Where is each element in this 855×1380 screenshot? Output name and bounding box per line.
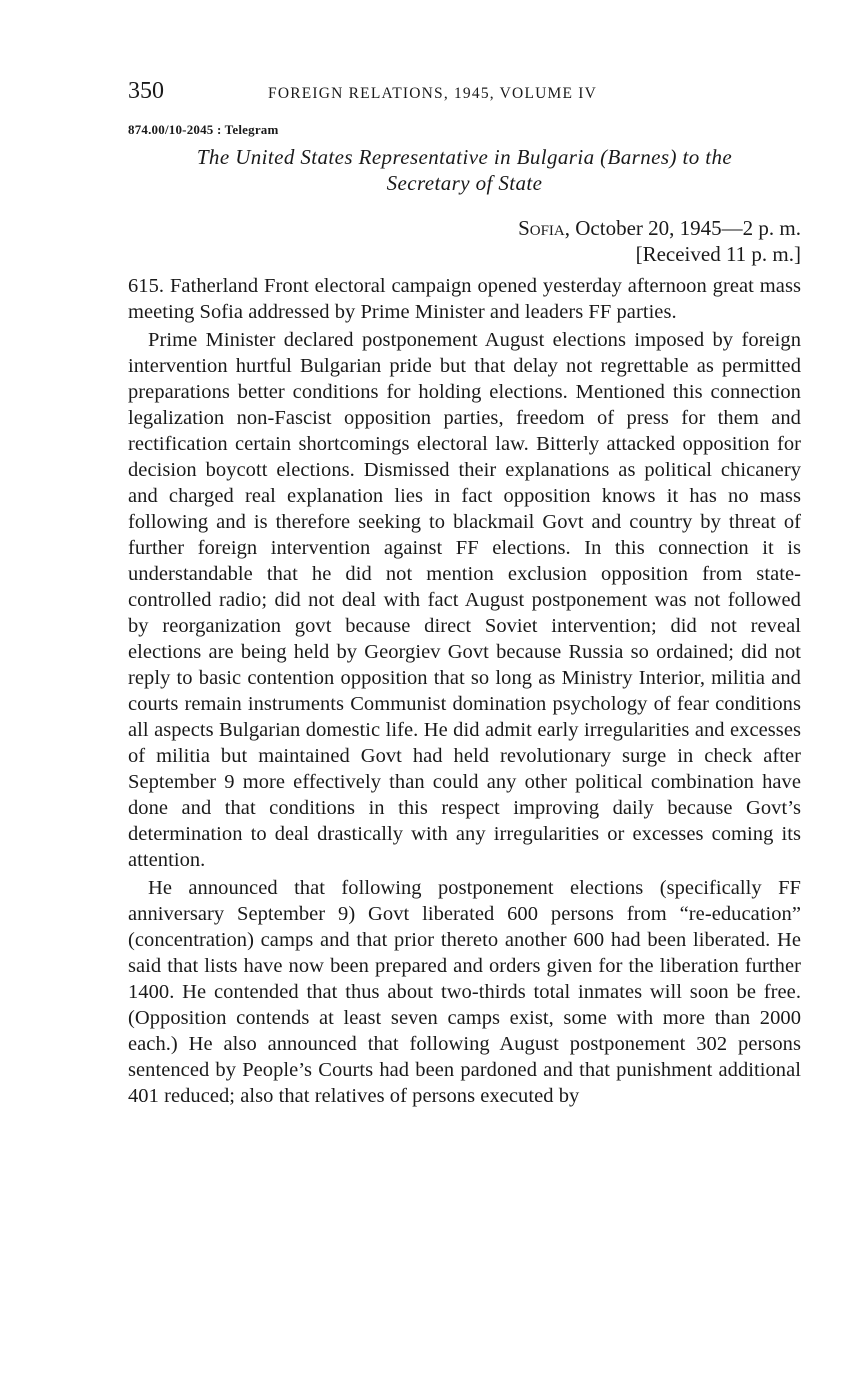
running-title: FOREIGN RELATIONS, 1945, VOLUME IV — [268, 85, 597, 102]
document-title-line-1: The United States Representative in Bulgaria (Barnes) to the — [196, 145, 733, 169]
file-reference: 874.00/10-2045 : Telegram — [128, 122, 279, 137]
body-paragraph-1: 615. Fatherland Front electoral campaign opened yesterday afternoon great mass meeting Sofia addressed by Prime Minister and leaders FF parties. — [128, 275, 801, 323]
page-number: 350 — [128, 78, 164, 104]
received-line: [Received 11 p. m.] — [635, 242, 801, 266]
sent-date: , October 20, 1945—2 p. m. — [564, 216, 801, 240]
place-name: Sofia — [518, 216, 565, 240]
dateline — [128, 215, 801, 267]
sent-line — [128, 215, 801, 241]
body-paragraph-2: Prime Minister declared postponement August elections imposed by foreign intervention hurtful Bulgarian pride but that delay not regrettable as permitted preparations better conditions for holding elections. Mentioned this connection legalization non-Fascist opposition parties, freedom of press for them and rectification certain shortcomings electoral law. Bitterly attacked opposition for decision boycott elections. Dismissed their explanations as political chicanery and charged real explanation lies in fact opposition knows it has no mass following and is therefore seeking to blackmail Govt and country by threat of further foreign intervention against FF elections. In this connection it is understandable that he did not mention exclusion opposition from state-controlled radio; did not deal with fact August postponement was not followed by reorganization govt because direct Soviet intervention; did not reveal elections are being held by Georgiev Govt because Russia so ordained; did not reply to basic contention opposition that so long as Ministry Interior, militia and courts remain instruments Communist domination psychology of fear conditions all aspects Bulgarian domestic life. He did admit early irregularities and excesses of militia but maintained Govt had held revolutionary surge in check after September 9 more effectively than could any other political combination have done and that conditions in this respect improving daily because Govt’s determination to deal drastically with any irregularities or excesses coming its attention. — [128, 329, 801, 871]
running-header — [128, 78, 801, 108]
document-title-line-2: Secretary of State — [386, 171, 543, 195]
body-paragraph-3: He announced that following postponement elections (specifically FF anniversary September 9) Govt liberated 600 persons from “re-education” (concentration) camps and that prior thereto another 600 had been liberated. He said that lists have now been prepared and orders given for the liberation further 1400. He contended that thus about two-thirds total inmates will soon be free. (Opposition contends at least seven camps exist, some with more than 2000 each.) He also announced that following August postponement 302 persons sentenced by People’s Courts had been pardoned and that punishment additional 401 reduced; also that relatives of persons executed by — [128, 877, 801, 1107]
document-page — [128, 78, 801, 1109]
document-title — [128, 144, 801, 196]
